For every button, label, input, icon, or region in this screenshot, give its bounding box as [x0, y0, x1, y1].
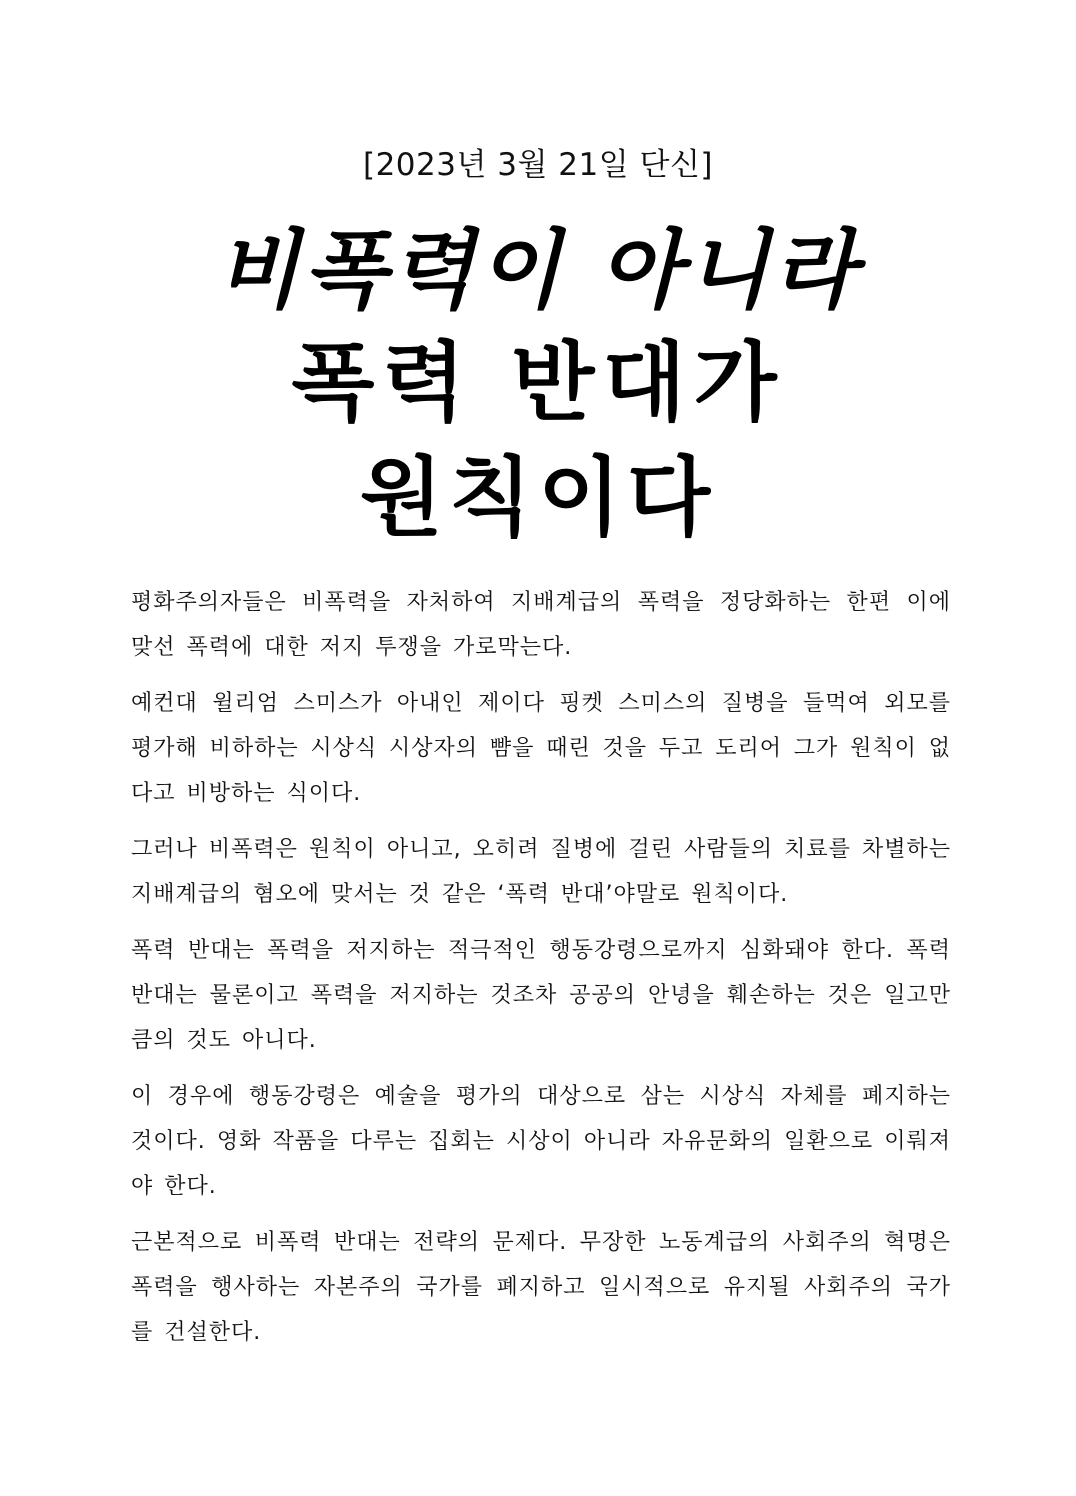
- headline-line-1: 비폭력이 아니라: [216, 221, 860, 321]
- article-body: [131, 580, 951, 1366]
- paragraph-5: 이 경우에 행동강령은 예술을 평가의 대상으로 삼는 시상식 자체를 폐지하는 것이다. 영화 작품을 다루는 집회는 시상이 아니라 자유문화의 일환으로 이뤄져야 한다.: [131, 1084, 951, 1199]
- paragraph-4: 폭력 반대는 폭력을 저지하는 적극적인 행동강령으로까지 심화돼야 한다. 폭력 반대는 물론이고 폭력을 저지하는 것조차 공공의 안녕을 훼손하는 것은 일고만큼의 것도 아니다.: [131, 938, 951, 1053]
- headline-line-2: 폭력 반대가: [291, 333, 785, 433]
- paragraph-2: 예컨대 윌리엄 스미스가 아내인 제이다 핑켓 스미스의 질병을 들먹여 외모를 평가해 비하하는 시상식 시상자의 뺨을 때린 것을 두고 도리어 그가 원칙이 없다고 비방하는 식이다.: [131, 691, 951, 806]
- paragraph-1: 평화주의자들은 비폭력을 자처하여 지배계급의 폭력을 정당화하는 한편 이에 맞선 폭력에 대한 저지 투쟁을 가로막는다.: [131, 590, 951, 660]
- paragraph-6: 근본적으로 비폭력 반대는 전략의 문제다. 무장한 노동계급의 사회주의 혁명은 폭력을 행사하는 자본주의 국가를 폐지하고 일시적으로 유지될 사회주의 국가를 건설한다.: [131, 1230, 951, 1345]
- paragraph-3: 그러나 비폭력은 원칙이 아니고, 오히려 질병에 걸린 사람들의 치료를 차별하는 지배계급의 혐오에 맞서는 것 같은 ‘폭력 반대’야말로 원칙이다.: [131, 837, 951, 907]
- dateline: [2023년 3월 21일 단신]: [362, 147, 714, 183]
- headline-line-3: 원칙이다: [359, 448, 717, 548]
